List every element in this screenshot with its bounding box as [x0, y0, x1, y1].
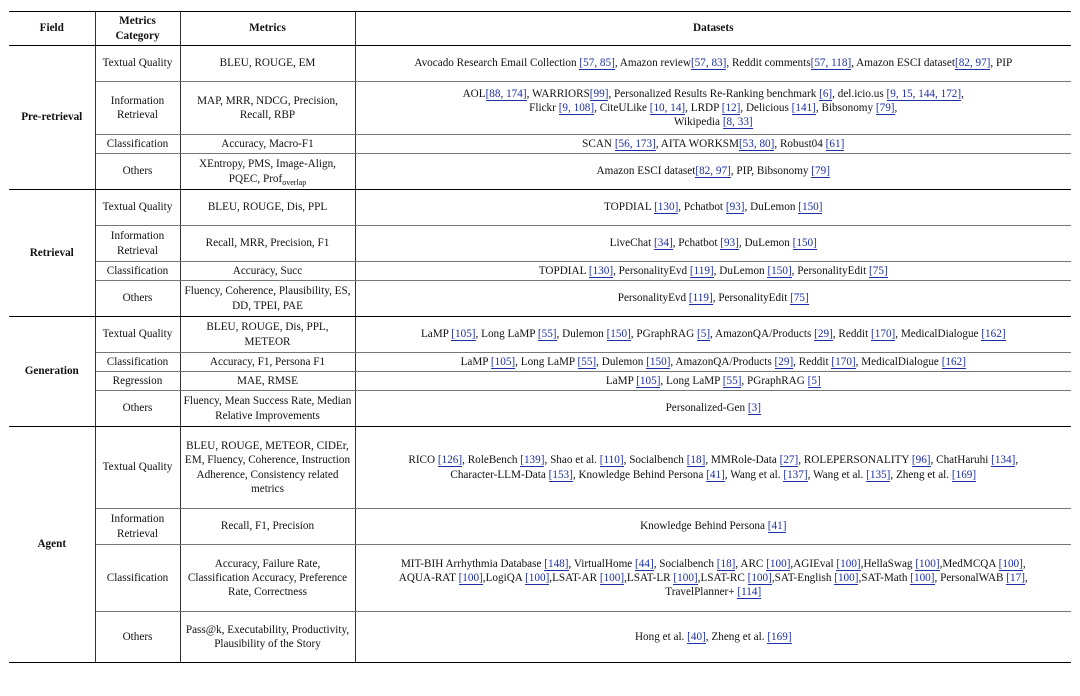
dataset-text: TravelPlanner+ — [665, 586, 738, 599]
metrics-category-cell: Textual Quality — [95, 190, 180, 226]
metrics-category-cell: Information Retrieval — [95, 226, 180, 262]
table-body — [9, 46, 1071, 663]
dataset-text: , Robust04 — [774, 137, 826, 150]
citation-link[interactable]: [55] — [537, 328, 557, 341]
datasets-cell — [355, 372, 1071, 391]
citation-link[interactable]: [150] — [646, 355, 671, 368]
table-row — [9, 46, 1071, 82]
citation-link[interactable]: [41] — [706, 468, 725, 481]
citation-link[interactable]: [55] — [722, 374, 742, 387]
citation-link[interactable]: [96] — [911, 454, 931, 467]
citation-link[interactable]: [134] — [991, 454, 1016, 467]
dataset-text: , PersonalityEdit — [712, 292, 791, 305]
dataset-text: ,LogiQA — [482, 571, 526, 584]
citation-link[interactable]: [100] — [525, 571, 550, 584]
citation-link[interactable]: [100] — [599, 571, 625, 584]
dataset-text: AQUA-RAT — [398, 571, 459, 584]
citation-link[interactable]: [150] — [767, 264, 792, 277]
metrics-category-cell: Others — [95, 281, 180, 317]
metrics-category-cell: Regression — [95, 372, 180, 391]
citation-link[interactable]: [100] — [766, 557, 791, 570]
dataset-text: ,LSAT-RC — [697, 571, 748, 584]
dataset-text: , Long LaMP — [475, 328, 538, 341]
dataset-text: , Socialbench — [653, 557, 717, 570]
citation-link[interactable]: [170] — [871, 328, 896, 341]
dataset-text: , Amazon review — [614, 57, 691, 70]
datasets-cell — [355, 353, 1071, 372]
metrics-datasets-table — [9, 11, 1071, 663]
metrics-category-cell: Others — [95, 612, 180, 663]
dataset-text: , del.icio.us — [832, 87, 887, 100]
citation-link[interactable]: [27] — [779, 454, 799, 467]
table-row — [9, 372, 1071, 391]
citation-link[interactable]: [100] — [747, 571, 772, 584]
dataset-text: , Knowledge Behind Persona — [572, 468, 707, 481]
metrics-category-cell: Textual Quality — [95, 317, 180, 353]
metrics-cell: Accuracy, Succ — [180, 262, 355, 281]
citation-link[interactable]: [162] — [981, 328, 1006, 341]
citation-link[interactable]: [75] — [790, 292, 809, 305]
citation-link[interactable]: [82, 97] — [695, 165, 731, 178]
metrics-cell: MAE, RMSE — [180, 372, 355, 391]
dataset-text: TOPDIAL — [604, 201, 655, 214]
header-metrics-category: Metrics Category — [95, 12, 180, 46]
dataset-text: , PersonalityEvd — [613, 264, 690, 277]
datasets-cell — [355, 226, 1071, 262]
metrics-cell: Pass@k, Executability, Productivity, Plausibility of the Story — [180, 612, 355, 663]
dataset-text: , DuLemon — [713, 264, 768, 277]
citation-link[interactable]: [153] — [548, 468, 573, 481]
table-row — [9, 353, 1071, 372]
citation-link[interactable]: [18] — [686, 454, 706, 467]
dataset-text: , — [1022, 557, 1026, 570]
table-row — [9, 154, 1071, 190]
dataset-text: SCAN — [582, 137, 615, 150]
citation-link[interactable]: [8, 33] — [722, 116, 753, 129]
field-cell: Retrieval — [9, 190, 95, 317]
citation-link[interactable]: [100] — [910, 571, 935, 584]
field-cell: Agent — [9, 427, 95, 663]
table-row — [9, 281, 1071, 317]
table-row — [9, 317, 1071, 353]
citation-link[interactable]: [150] — [606, 328, 631, 341]
dataset-text: , PIP — [990, 57, 1013, 70]
table-container — [9, 11, 1071, 663]
dataset-text: , Reddit — [832, 328, 872, 341]
metrics-category-cell: Textual Quality — [95, 46, 180, 82]
citation-link[interactable]: [9, 108] — [558, 101, 595, 114]
citation-link[interactable]: [3] — [747, 402, 761, 415]
dataset-text: , PersonalWAB — [934, 571, 1007, 584]
citation-link[interactable]: [130] — [654, 201, 679, 214]
metrics-cell: Fluency, Coherence, Plausibility, ES, DD, TPEI, PAE — [180, 281, 355, 317]
dataset-text: , ROLEPERSONALITY — [798, 454, 912, 467]
dataset-text: , — [894, 101, 898, 114]
dataset-text: , Dulemon — [596, 355, 647, 368]
metrics-cell: BLEU, ROUGE, METEOR, CIDEr, EM, Fluency, Coherence, Instruction Adherence, Consistency related metrics — [180, 427, 355, 509]
citation-link[interactable]: [169] — [951, 468, 977, 481]
table-row — [9, 135, 1071, 154]
dataset-text: ,LSAT-LR — [624, 571, 674, 584]
datasets-cell — [355, 317, 1071, 353]
dataset-text: , Wang et al. — [807, 468, 867, 481]
datasets-cell — [355, 135, 1071, 154]
citation-link[interactable]: [88, 174] — [485, 87, 527, 100]
dataset-text: , AmazonQA/Products — [710, 328, 815, 341]
citation-link[interactable]: [57, 85] — [579, 57, 615, 70]
citation-link[interactable]: [100] — [673, 571, 698, 584]
metrics-category-cell: Classification — [95, 353, 180, 372]
dataset-text: , Long LaMP — [515, 355, 578, 368]
citation-link[interactable]: [150] — [792, 237, 817, 250]
citation-link[interactable]: [119] — [689, 264, 714, 277]
dataset-text: , CiteULike — [594, 101, 650, 114]
dataset-text: ,SAT-English — [771, 571, 835, 584]
metrics-category-cell: Information Retrieval — [95, 82, 180, 135]
table-row — [9, 262, 1071, 281]
dataset-text: , MedicalDialogue — [895, 328, 982, 341]
datasets-cell — [355, 281, 1071, 317]
dataset-text: , AITA WORKSM — [655, 137, 739, 150]
metrics-cell: Recall, F1, Precision — [180, 509, 355, 545]
citation-link[interactable]: [56, 173] — [614, 137, 656, 150]
dataset-text: , Dulemon — [556, 328, 607, 341]
citation-link[interactable]: [57, 83] — [690, 57, 727, 70]
dataset-text: , Reddit comments — [726, 57, 811, 70]
dataset-text: ,AGIEval — [790, 557, 837, 570]
citation-link[interactable]: [44] — [635, 557, 654, 570]
dataset-text: , Amazon ESCI dataset — [851, 57, 955, 70]
citation-link[interactable]: [148] — [544, 557, 569, 570]
field-cell: Pre-retrieval — [9, 46, 95, 190]
dataset-text: ,SAT-Math — [858, 571, 911, 584]
dataset-text: RICO — [408, 454, 438, 467]
metrics-cell: Fluency, Mean Success Rate, Median Relative Improvements — [180, 391, 355, 427]
citation-link[interactable]: [57, 118] — [810, 57, 852, 70]
dataset-text: Character-LLM-Data — [450, 468, 549, 481]
dataset-text: , VirtualHome — [568, 557, 636, 570]
citation-link[interactable]: [17] — [1006, 571, 1025, 584]
metrics-cell: BLEU, ROUGE, EM — [180, 46, 355, 82]
citation-link[interactable]: [79] — [875, 101, 895, 114]
dataset-text: Knowledge Behind Persona — [640, 520, 768, 533]
citation-link[interactable]: [137] — [783, 468, 808, 481]
dataset-text: , Zheng et al. — [705, 630, 768, 643]
dataset-text: , Long LaMP — [660, 374, 723, 387]
table-row — [9, 226, 1071, 262]
dataset-text: LaMP — [420, 328, 452, 341]
datasets-cell — [355, 545, 1071, 612]
dataset-text: , LRDP — [685, 101, 722, 114]
dataset-text: , ChatHaruhi — [930, 454, 992, 467]
citation-link[interactable]: [100] — [836, 557, 861, 570]
metrics-cell: Accuracy, F1, Persona F1 — [180, 353, 355, 372]
dataset-text: , Wang et al. — [724, 468, 784, 481]
dataset-text: Flickr — [529, 101, 559, 114]
citation-link[interactable]: [169] — [767, 630, 792, 643]
citation-link[interactable]: [34] — [654, 237, 673, 250]
metrics-cell: BLEU, ROUGE, Dis, PPL — [180, 190, 355, 226]
datasets-cell — [355, 427, 1071, 509]
datasets-cell — [355, 190, 1071, 226]
dataset-text: Personalized-Gen — [665, 402, 748, 415]
citation-link[interactable]: [100] — [915, 557, 940, 570]
metrics-cell: Accuracy, Failure Rate, Classification Accuracy, Preference Rate, Correctness — [180, 545, 355, 612]
citation-link[interactable]: [139] — [520, 454, 545, 467]
table-header-row — [9, 12, 1071, 46]
dataset-text: , MedicalDialogue — [855, 355, 942, 368]
citation-link[interactable]: [119] — [688, 292, 713, 305]
datasets-cell — [355, 509, 1071, 545]
citation-link[interactable]: [18] — [716, 557, 736, 570]
header-field: Field — [9, 12, 95, 46]
dataset-text: , — [1015, 454, 1019, 467]
dataset-text: ,MedMCQA — [939, 557, 999, 570]
citation-link[interactable]: [150] — [798, 201, 823, 214]
dataset-text: , Bibsonomy — [815, 101, 876, 114]
dataset-text: , PGraphRAG — [741, 374, 808, 387]
metrics-category-cell: Textual Quality — [95, 427, 180, 509]
metrics-category-cell: Others — [95, 391, 180, 427]
table-row — [9, 391, 1071, 427]
metrics-category-cell: Classification — [95, 135, 180, 154]
table-row — [9, 545, 1071, 612]
metrics-category-cell: Information Retrieval — [95, 509, 180, 545]
citation-link[interactable]: [100] — [998, 557, 1023, 570]
metrics-cell: MAP, MRR, NDCG, Precision, Recall, RBP — [180, 82, 355, 135]
table-row — [9, 612, 1071, 663]
dataset-text: Avocado Research Email Collection — [414, 57, 580, 70]
dataset-text: Amazon ESCI dataset — [596, 165, 696, 178]
citation-link[interactable]: [82, 97] — [954, 57, 991, 70]
datasets-cell — [355, 46, 1071, 82]
dataset-text: , Pchatbot — [678, 201, 726, 214]
citation-link[interactable]: [79] — [811, 165, 830, 178]
metrics-cell: Recall, MRR, Precision, F1 — [180, 226, 355, 262]
citation-link[interactable]: [93] — [725, 201, 745, 214]
citation-link[interactable]: [29] — [814, 328, 833, 341]
citation-link[interactable]: [5] — [697, 328, 711, 341]
datasets-cell — [355, 262, 1071, 281]
dataset-text: ,LSAT-AR — [549, 571, 600, 584]
dataset-text: , Reddit — [793, 355, 832, 368]
datasets-cell — [355, 154, 1071, 190]
dataset-text: , ARC — [735, 557, 767, 570]
citation-link[interactable]: [170] — [831, 355, 856, 368]
dataset-text: , Delicious — [740, 101, 792, 114]
dataset-text: , MMRole-Data — [705, 454, 780, 467]
citation-link[interactable]: [100] — [458, 571, 483, 584]
dataset-text: LaMP — [605, 374, 637, 387]
citation-link[interactable]: [141] — [791, 101, 816, 114]
dataset-text: AOL — [462, 87, 486, 100]
datasets-cell — [355, 391, 1071, 427]
citation-link[interactable]: [93] — [720, 237, 739, 250]
dataset-text: Hong et al. — [634, 630, 688, 643]
dataset-text: TOPDIAL — [538, 264, 589, 277]
table-row — [9, 427, 1071, 509]
citation-link[interactable]: [9, 15, 144, 172] — [886, 87, 962, 100]
metrics-category-cell: Classification — [95, 545, 180, 612]
citation-link[interactable]: [41] — [767, 520, 787, 533]
dataset-text: , Pchatbot — [672, 237, 721, 250]
metrics-cell: BLEU, ROUGE, Dis, PPL, METEOR — [180, 317, 355, 353]
citation-link[interactable]: [55] — [577, 355, 597, 368]
citation-link[interactable]: [114] — [737, 586, 762, 599]
dataset-text: LiveChat — [609, 237, 655, 250]
citation-link[interactable]: [100] — [834, 571, 859, 584]
metrics-category-cell: Others — [95, 154, 180, 190]
dataset-text: , DuLemon — [744, 201, 799, 214]
citation-link[interactable]: [12] — [721, 101, 741, 114]
header-metrics: Metrics — [180, 12, 355, 46]
citation-link[interactable]: [53, 80] — [738, 137, 775, 150]
metrics-category-cell: Classification — [95, 262, 180, 281]
dataset-text: , Zheng et al. — [890, 468, 952, 481]
citation-link[interactable]: [5] — [807, 374, 821, 387]
header-datasets: Datasets — [355, 12, 1071, 46]
dataset-text: , PIP, Bibsonomy — [730, 165, 812, 178]
dataset-text: , AmazonQA/Products — [670, 355, 775, 368]
dataset-text: LaMP — [460, 355, 491, 368]
citation-link[interactable]: [75] — [869, 264, 888, 277]
citation-link[interactable]: [135] — [866, 468, 891, 481]
citation-link[interactable]: [99] — [589, 87, 609, 100]
dataset-text: , Socialbench — [623, 454, 687, 467]
citation-link[interactable]: [105] — [451, 328, 476, 341]
dataset-text: ,HellaSwag — [860, 557, 916, 570]
citation-link[interactable]: [110] — [599, 454, 624, 467]
dataset-text: , PersonalityEdit — [791, 264, 870, 277]
dataset-text: , — [1024, 571, 1028, 584]
citation-link[interactable]: [130] — [588, 264, 614, 277]
field-cell: Generation — [9, 317, 95, 427]
datasets-cell — [355, 82, 1071, 135]
citation-link[interactable]: [105] — [636, 374, 661, 387]
dataset-text: , Personalized Results Re-Ranking benchmark — [608, 87, 820, 100]
dataset-text: , PGraphRAG — [630, 328, 697, 341]
dataset-text: , — [961, 87, 964, 100]
dataset-text: MIT-BIH Arrhythmia Database — [400, 557, 545, 570]
citation-link[interactable]: [162] — [941, 355, 966, 368]
citation-link[interactable]: [10, 14] — [649, 101, 686, 114]
dataset-text: Wikipedia — [673, 116, 723, 129]
citation-link[interactable]: [6] — [819, 87, 833, 100]
dataset-text: , DuLemon — [738, 237, 793, 250]
table-row — [9, 509, 1071, 545]
datasets-cell — [355, 612, 1071, 663]
citation-link[interactable]: [40] — [687, 630, 706, 643]
dataset-text: , RoleBench — [462, 454, 521, 467]
citation-link[interactable]: [29] — [774, 355, 794, 368]
citation-link[interactable]: [126] — [437, 454, 463, 467]
citation-link[interactable]: [61] — [825, 137, 845, 150]
citation-link[interactable]: [105] — [490, 355, 516, 368]
metrics-cell: Accuracy, Macro-F1 — [180, 135, 355, 154]
table-row — [9, 190, 1071, 226]
metrics-cell: XEntropy, PMS, Image-Align, PQEC, Prof$_{overlap}$ — [180, 154, 355, 190]
dataset-text: PersonalityEvd — [617, 292, 689, 305]
dataset-text: , Shao et al. — [544, 454, 600, 467]
dataset-text: , WARRIORS — [526, 87, 590, 100]
table-row — [9, 82, 1071, 135]
